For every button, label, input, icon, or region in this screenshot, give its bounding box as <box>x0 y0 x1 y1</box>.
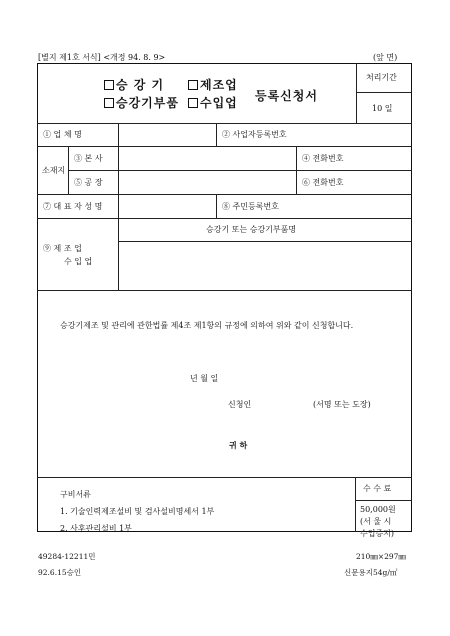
divider <box>37 123 412 124</box>
form-id: [별지 제1호 서식] <개정 94. 8. 9> <box>38 53 166 62</box>
paper-size: 210㎜×297㎜ <box>356 552 406 561</box>
label-representative: ⑦ 대 표 자 성 명 <box>43 202 103 211</box>
docs-title: 구비서류 <box>60 490 91 499</box>
date-line: 년 월 일 <box>190 374 219 383</box>
divider <box>68 170 412 171</box>
checkbox-manufacturing[interactable] <box>188 80 198 90</box>
fee-label: 수 수 료 <box>363 484 392 493</box>
page-side: (앞 면) <box>373 53 398 62</box>
option-import: 수입업 <box>200 96 238 110</box>
label-head-office: ③ 본 사 <box>74 154 103 163</box>
paper-type: 신문용지54g/㎡ <box>344 568 398 577</box>
signature-label: (서명 또는 도장) <box>313 400 371 409</box>
doc-item: 1. 기술인력제조설비 및 검사설비명세서 1부 <box>60 507 215 516</box>
processing-period-label: 처리기간 <box>366 73 397 82</box>
applicant-label: 신청인 <box>228 400 252 409</box>
divider <box>118 123 119 290</box>
checkbox-import[interactable] <box>188 98 198 108</box>
option-elevator: 승 강 기 <box>116 78 165 92</box>
form-code: 49284-12211민 <box>38 552 96 561</box>
label-resident-no: ⑧ 주민등록번호 <box>222 202 279 211</box>
option-manufacturing: 제조업 <box>200 78 238 92</box>
divider <box>355 477 356 532</box>
divider <box>296 146 297 194</box>
divider <box>37 290 412 291</box>
divider <box>355 500 412 501</box>
label-item-name: 승강기 또는 승강기부품명 <box>206 225 297 234</box>
fee-note: (서 울 시 <box>360 517 392 526</box>
divider <box>216 123 217 146</box>
divider <box>118 241 412 242</box>
fee-amount: 50,000원 <box>360 505 396 514</box>
form-title: 등록신청서 <box>255 89 318 103</box>
divider <box>356 92 412 93</box>
doc-item: 2. 사후관리설비 1부 <box>60 524 132 533</box>
label-business-no: ② 사업자등록번호 <box>222 130 287 139</box>
fee-note: 수입증지) <box>360 529 395 538</box>
divider <box>37 218 412 219</box>
divider <box>216 194 217 218</box>
divider <box>37 194 412 195</box>
divider <box>37 146 412 147</box>
checkbox-parts[interactable] <box>104 98 114 108</box>
option-parts: 승강기부품 <box>116 96 179 110</box>
label-phone-factory: ⑥ 전화번호 <box>302 178 344 187</box>
label-location: 소재지 <box>42 166 66 175</box>
approval-date: 92.6.15승인 <box>38 568 82 577</box>
label-company: ① 업 체 명 <box>43 130 82 139</box>
statement: 승강기제조 및 관리에 관한법률 제4조 제1항의 규정에 의하여 위와 같이 신청합니다. <box>60 321 354 330</box>
processing-period-value: 10 일 <box>372 104 393 113</box>
label-import: 수 입 업 <box>64 257 93 266</box>
label-factory: ⑤ 공 장 <box>74 178 103 187</box>
checkbox-elevator[interactable] <box>104 80 114 90</box>
divider <box>68 146 69 194</box>
label-manufacturing: ⑨ 제 조 업 <box>43 244 82 253</box>
divider <box>356 63 357 123</box>
label-phone-head-office: ④ 전화번호 <box>302 154 344 163</box>
addressee: 귀 하 <box>229 440 248 450</box>
